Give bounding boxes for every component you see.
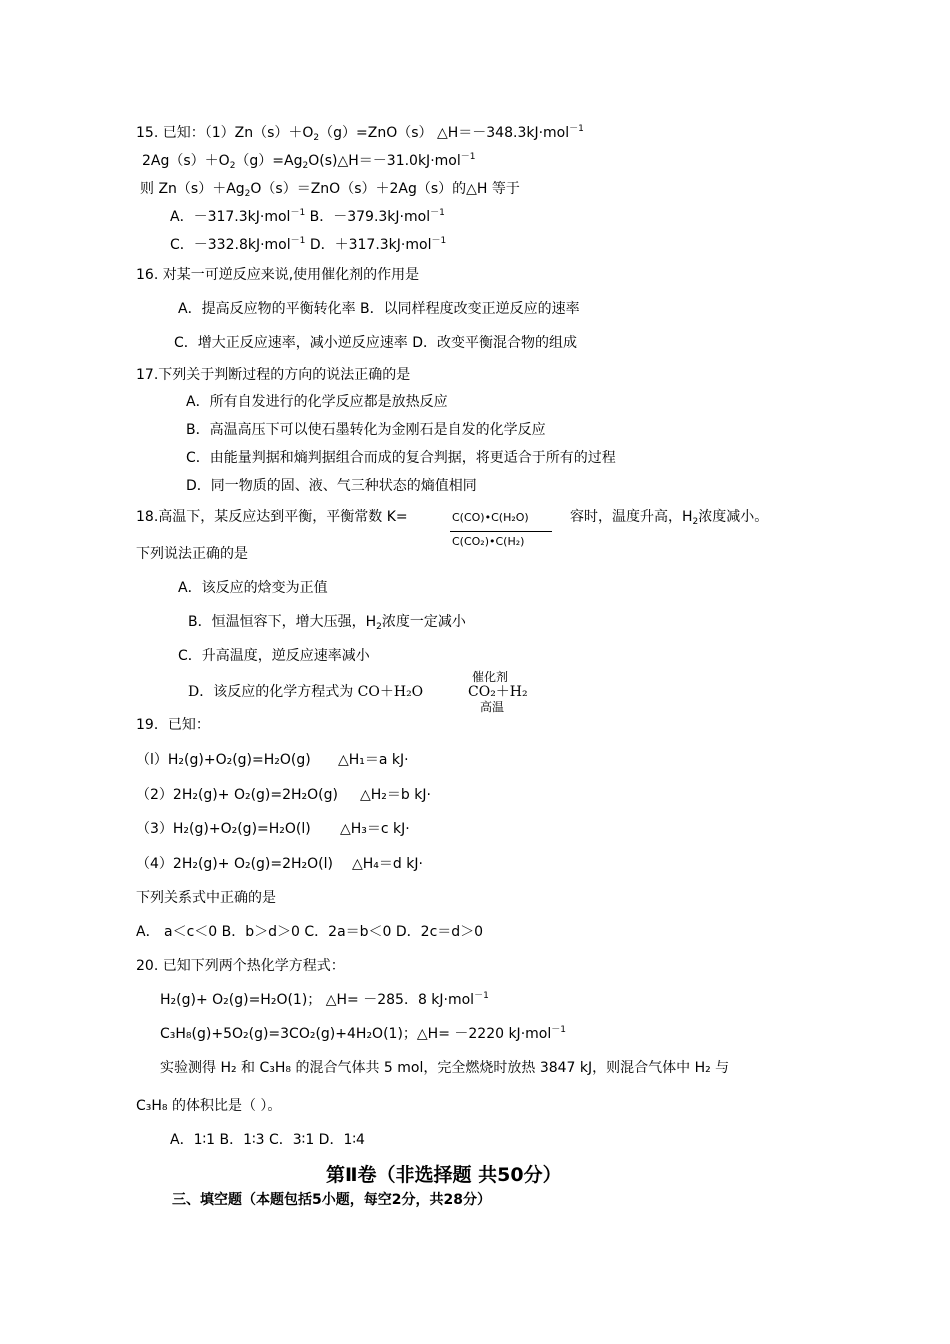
q18-option-d-product: CO₂＋H₂: [468, 684, 528, 700]
q19-enthalpy-2: △H₂＝b kJ·: [360, 787, 431, 803]
q18-option-b: B．恒温恒容下，增大压强，$H_2$浓度一定减小: [188, 614, 466, 632]
q18-stem: 18.高温下，某反应达到平衡，平衡常数 K=: [136, 509, 408, 525]
q19-equation-3: （3）H₂(g)+O₂(g)=H₂O(l): [136, 821, 311, 837]
q18-condition-label: 高温: [480, 700, 505, 714]
q20-body-continued: C₃H₈ 的体积比是（ ）。: [136, 1098, 282, 1114]
q18-option-a: A．该反应的焓变为正值: [178, 580, 328, 596]
q19-equation-1: （l）H₂(g)+O₂(g)=H₂O(g): [136, 752, 311, 768]
q20-body: 实验测得 H₂ 和 C₃H₈ 的混合气体共 5 mol，完全燃烧时放热 3847 kJ，则混合气体中 H₂ 与: [160, 1060, 730, 1076]
q20-options: A．1∶1 B．1∶3 C．3∶1 D．1∶4: [170, 1132, 365, 1148]
q16-options-ab: A．提高反应物的平衡转化率 B．以同样程度改变正逆反应的速率: [178, 301, 580, 317]
q18-option-c: C．升高温度，逆反应速率减小: [178, 648, 370, 664]
section-title: 第Ⅱ卷（非选择题 共50分）: [326, 1164, 562, 1186]
q17-option-d: D．同一物质的固、液、气三种状态的熵值相同: [186, 478, 477, 494]
q20-equation-2: C₃H₈(g)+5O₂(g)=3CO₂(g)+4H₂O(1)；△H= －2220 kJ·mol$^{-1}$: [160, 1025, 566, 1042]
q18-k-denominator: C(CO₂)•C(H₂): [452, 535, 525, 548]
q16-options-cd: C．增大正反应速率，减小逆反应速率 D．改变平衡混合物的组成: [174, 335, 578, 351]
q19-options: A． a＜c＜0 B．b＞d＞0 C．2a＝b＜0 D．2c＝d＞0: [136, 924, 484, 940]
q19-question: 下列关系式中正确的是: [136, 890, 276, 906]
q19-equation-2: （2）2H₂(g)+ O₂(g)=2H₂O(g): [136, 787, 338, 803]
q17-option-c: C．由能量判据和熵判据组合而成的复合判据，将更适合于所有的过程: [186, 450, 616, 466]
q16-stem: 16. 对某一可逆反应来说,使用催化剂的作用是: [136, 267, 420, 283]
q18-k-numerator: C(CO)•C(H₂O): [452, 511, 529, 524]
q15-question: 则 $Zn(s)+Ag_2O(s)=ZnO(s)+2Ag(s)$的△H 等于: [140, 181, 520, 199]
q20-equation-1: H₂(g)+ O₂(g)=H₂O(1)； △H= －285．8 kJ·mol$^{-1}$: [160, 991, 489, 1008]
q15-options-ab: A．－317.3kJ·mol$^{-1}$ B．－379.3kJ·mol$^{-1}$: [170, 208, 445, 225]
q17-stem: 17.下列关于判断过程的方向的说法正确的是: [136, 367, 411, 383]
q17-option-b: B．高温高压下可以使石墨转化为金刚石是自发的化学反应: [186, 422, 546, 438]
q20-stem: 20. 已知下列两个热化学方程式：: [136, 958, 345, 974]
q15-stem: 15. 已知：$(1)Zn(s)+O_2(g)=ZnO(s)$ △H＝－348.3kJ·mol$^{-1}$: [136, 124, 584, 143]
q15-options-cd: C．－332.8kJ·mol$^{-1}$ D．＋317.3kJ·mol$^{-1}$: [170, 236, 447, 253]
q18-question: 下列说法正确的是: [136, 546, 248, 562]
q19-stem: 19．已知：: [136, 717, 210, 733]
q18-stem-tail: 容时，温度升高，$H_2$浓度减小。: [570, 509, 769, 527]
q15-equation-2: $2Ag(s)+O_2(g)=Ag_2O(s)\triangle H=-31.0kJ\cdot mol^{-1}$: [142, 152, 476, 171]
q19-equation-4: （4）2H₂(g)+ O₂(g)=2H₂O(l): [136, 856, 333, 872]
q19-enthalpy-4: △H₄＝d kJ·: [352, 856, 423, 872]
q18-catalyst-label: 催化剂: [472, 670, 509, 684]
q19-enthalpy-3: △H₃＝c kJ·: [340, 821, 410, 837]
q18-fraction-bar: [450, 531, 552, 532]
q19-enthalpy-1: △H₁＝a kJ·: [338, 752, 409, 768]
q18-option-d: D．该反应的化学方程式为 CO＋H₂O: [188, 684, 424, 700]
q17-option-a: A．所有自发进行的化学反应都是放热反应: [186, 394, 448, 410]
section-subtitle: 三、填空题（本题包括5小题，每空2分，共28分）: [172, 1192, 491, 1208]
